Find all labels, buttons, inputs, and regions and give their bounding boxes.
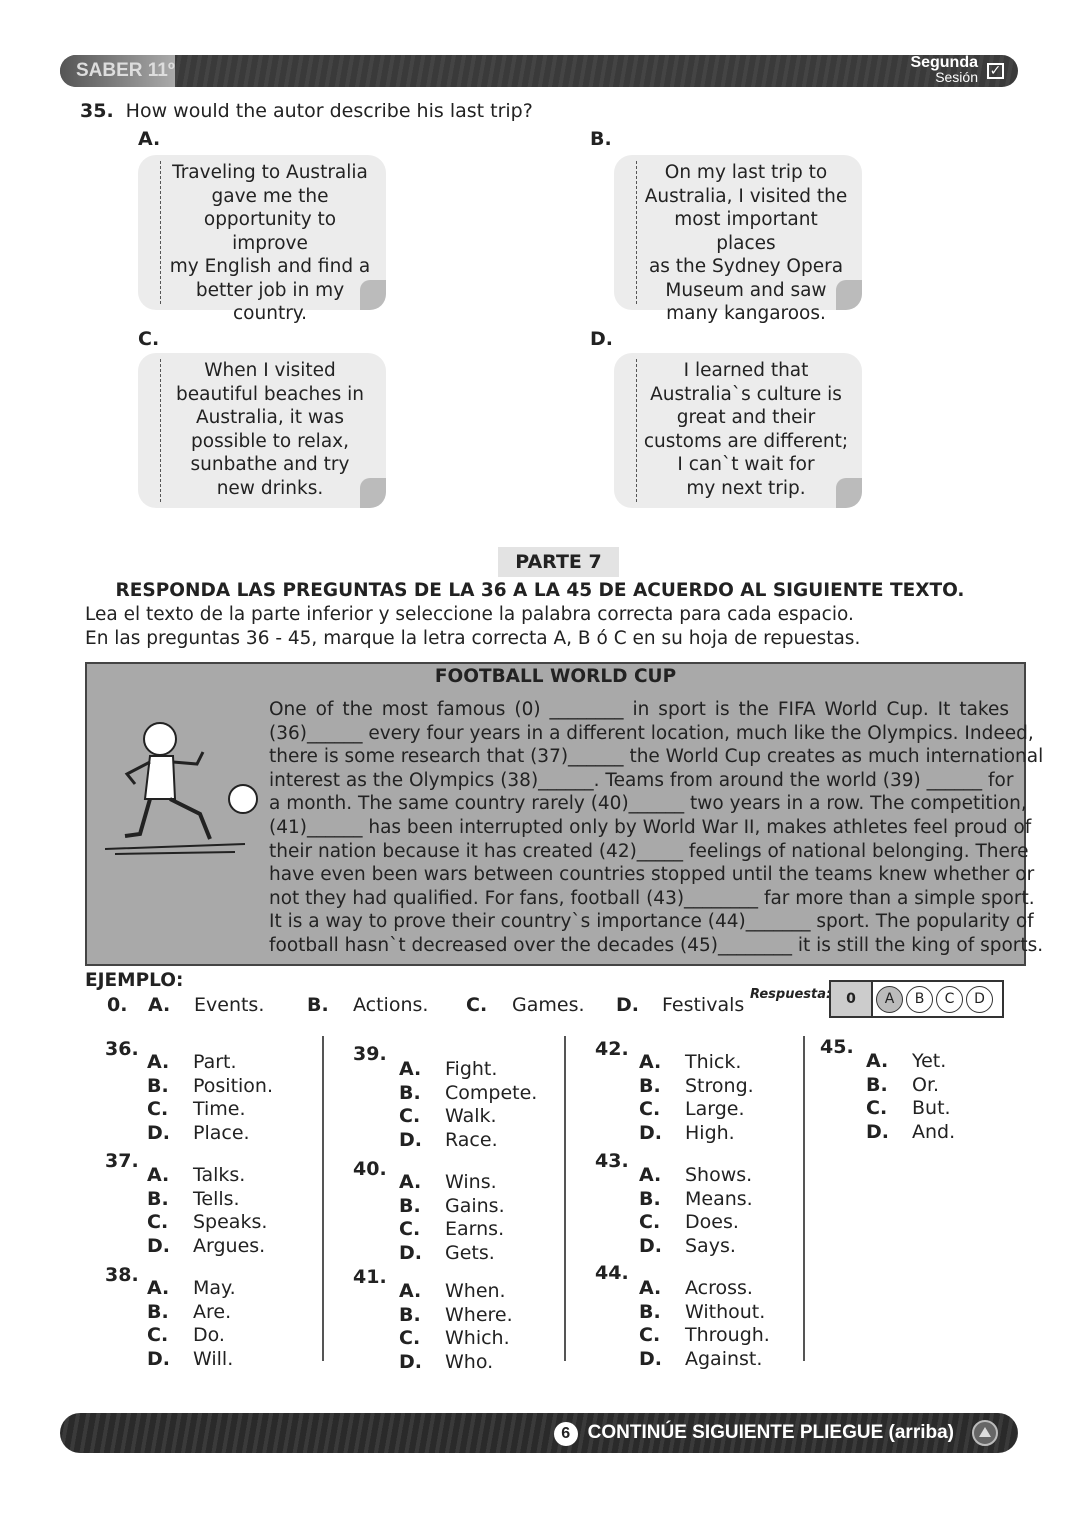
option-text: Gains.	[445, 1194, 505, 1217]
football-player-illustration	[105, 704, 265, 864]
answer-card	[138, 353, 386, 508]
example-option-letter: C.	[466, 994, 488, 1016]
passage-line: there is some research that (37)______ the World Cup creates as much international	[269, 746, 1044, 768]
answer-option	[147, 1301, 231, 1323]
option-text: But.	[912, 1097, 951, 1120]
passage-text	[269, 698, 1044, 958]
option-text: Gets.	[445, 1241, 495, 1264]
footer-bar	[60, 1413, 1018, 1453]
answer-option	[399, 1351, 493, 1373]
answer-option	[639, 1235, 736, 1257]
option-text: Part.	[193, 1051, 237, 1073]
answer-option	[639, 1188, 753, 1210]
answer-bubble-a: A	[876, 986, 903, 1013]
option-letter: C.	[147, 1211, 169, 1234]
answer-option	[399, 1327, 510, 1349]
option-letter: D.	[590, 328, 613, 350]
card-line: gave me the	[211, 185, 329, 207]
option-text: Shows.	[685, 1164, 753, 1186]
question-number: 36.	[105, 1038, 139, 1060]
example-option-letter: B.	[307, 994, 329, 1016]
option-letter: B.	[399, 1081, 421, 1104]
option-letter: D.	[399, 1128, 422, 1151]
option-text: Does.	[685, 1211, 739, 1234]
option-text: Argues.	[193, 1234, 266, 1257]
page-number: 6	[554, 1422, 578, 1446]
option-text: Are.	[193, 1300, 232, 1323]
option-letter: B.	[639, 1187, 661, 1210]
answer-option	[639, 1098, 745, 1120]
option-letter: A.	[866, 1050, 889, 1072]
instruction-line-1: Lea el texto de la parte inferior y seleccione la palabra correcta para cada espacio.	[85, 604, 854, 625]
option-text: Through.	[685, 1324, 770, 1347]
option-text: Means.	[685, 1187, 753, 1210]
example-option-letter: A.	[148, 994, 171, 1016]
question-text: How would the autor describe his last trip?	[125, 100, 533, 122]
answer-option	[639, 1122, 735, 1144]
option-text: Fight.	[445, 1058, 498, 1080]
example-option-text: Events.	[194, 994, 265, 1016]
answer-option	[399, 1105, 497, 1127]
answer-number: 0	[831, 982, 873, 1016]
option-letter: B.	[147, 1187, 169, 1210]
answer-option	[639, 1301, 765, 1323]
question-number: 41.	[353, 1266, 387, 1288]
question-number: 43.	[595, 1150, 629, 1172]
answer-option	[399, 1280, 506, 1302]
card-line: as the Sydney Opera	[648, 256, 844, 277]
column-divider	[803, 1036, 805, 1361]
option-text: Walk.	[445, 1105, 497, 1128]
answer-option	[399, 1082, 537, 1104]
answer-option	[147, 1098, 246, 1120]
option-text: Who.	[445, 1350, 494, 1373]
option-letter: B.	[147, 1074, 169, 1097]
answer-option	[639, 1164, 752, 1186]
option-letter: C.	[399, 1327, 421, 1350]
card-line: Australia, I visited the	[644, 185, 848, 207]
card-line: Australia, it was	[196, 407, 344, 428]
option-text: Thick.	[685, 1051, 742, 1073]
example-option-text: Festivals	[662, 994, 745, 1016]
card-line: On my last trip to	[664, 162, 828, 183]
answer-label: Respuesta:	[750, 987, 832, 1002]
answer-option	[639, 1211, 739, 1233]
option-letter: B.	[590, 128, 612, 150]
option-letter: A.	[639, 1164, 662, 1186]
option-text: Earns.	[445, 1218, 505, 1241]
reading-passage-box	[85, 662, 1044, 966]
option-letter: A.	[639, 1277, 662, 1299]
question-number: 38.	[105, 1264, 139, 1286]
card-line: I learned that	[683, 360, 809, 381]
instruction-line-2: En las preguntas 36 - 45, marque la letra correcta A, B ó C en su hoja de repuestas.	[85, 628, 861, 649]
option-letter: D.	[639, 1347, 662, 1370]
option-letter: B.	[399, 1194, 421, 1217]
option-letter: B.	[866, 1073, 888, 1096]
option-letter: B.	[147, 1300, 169, 1323]
session-label	[910, 56, 978, 85]
option-letter: C.	[147, 1324, 169, 1347]
answer-option	[399, 1195, 505, 1217]
up-arrow-icon	[972, 1420, 998, 1446]
passage-line: interest as the Olympics (38)______. Teams from around the world (39) ______ for	[269, 769, 1014, 791]
option-text: Wins.	[445, 1171, 497, 1193]
option-text: Speaks.	[193, 1211, 268, 1234]
card-line: my next trip.	[686, 477, 806, 499]
option-letter: D.	[639, 1234, 662, 1257]
header-bar	[60, 55, 1018, 87]
card-line: many kangaroos.	[666, 303, 826, 324]
option-text: Without.	[685, 1300, 766, 1323]
option-text: Time.	[193, 1098, 246, 1121]
example-label: EJEMPLO:	[85, 970, 184, 991]
card-line: Australia`s culture is	[650, 383, 842, 405]
answer-option	[866, 1121, 955, 1143]
answer-option	[399, 1171, 497, 1193]
answer-option	[866, 1050, 946, 1072]
example-option-text: Games.	[512, 994, 585, 1016]
page-fold-icon	[360, 280, 386, 310]
answer-option	[866, 1074, 939, 1096]
page-fold-icon	[360, 478, 386, 508]
answer-option	[147, 1122, 250, 1144]
page-fold-icon	[836, 280, 862, 310]
answer-option	[147, 1051, 237, 1073]
option-text: May.	[193, 1277, 236, 1299]
card-line: sunbathe and try	[190, 454, 350, 475]
passage-line: have even been wars between countries stopped until the teams knew whether or	[269, 864, 1035, 886]
card-line: When I visited	[204, 360, 336, 381]
continue-text: CONTINÚE SIGUIENTE PLIEGUE (arriba)	[587, 1422, 954, 1443]
option-letter: C.	[639, 1098, 661, 1121]
example-option-text: Actions.	[353, 994, 429, 1016]
option-text: Large.	[685, 1098, 745, 1121]
answer-bubble-d: D	[966, 986, 993, 1013]
option-text: Will.	[193, 1347, 234, 1370]
passage-line: (41)______ has been interrupted only by World War II, makes athletes feel proud of	[269, 816, 1032, 838]
answer-option	[639, 1324, 770, 1346]
option-text: Tells.	[193, 1187, 240, 1210]
checkbox-icon: ✓	[987, 63, 1004, 79]
card-line: better job in my	[195, 279, 345, 301]
card-line: possible to relax,	[191, 430, 349, 452]
option-letter: D.	[639, 1121, 662, 1144]
passage-line: their nation because it has created (42)_____ feelings of national belonging. There	[269, 840, 1029, 862]
card-line: most important places	[674, 209, 818, 254]
answer-option	[147, 1235, 265, 1257]
answer-option	[399, 1129, 498, 1151]
answer-option	[399, 1218, 504, 1240]
question-number: 39.	[353, 1043, 387, 1065]
answer-option	[639, 1051, 741, 1073]
passage-line: not they had qualified. For fans, football (43)________ far more than a simple sport.	[269, 887, 1035, 909]
option-text: When.	[445, 1280, 506, 1302]
option-letter: D.	[866, 1120, 889, 1143]
option-letter: C.	[639, 1324, 661, 1347]
option-text: Against.	[685, 1347, 763, 1370]
option-text: High.	[685, 1121, 735, 1144]
answer-card	[614, 353, 862, 508]
question-number: 35.	[80, 100, 114, 122]
option-text: Where.	[445, 1303, 513, 1326]
option-letter: A.	[399, 1171, 422, 1193]
question-number: 44.	[595, 1262, 629, 1284]
question-number: 45.	[820, 1036, 854, 1058]
question-35	[80, 100, 533, 122]
card-line: opportunity to improve	[203, 209, 337, 254]
answer-option	[639, 1075, 754, 1097]
answer-option	[147, 1075, 273, 1097]
option-text: And.	[912, 1120, 956, 1143]
option-letter: A.	[639, 1051, 662, 1073]
answer-option	[399, 1304, 513, 1326]
option-text: Compete.	[445, 1081, 538, 1104]
card-line: new drinks.	[216, 477, 324, 499]
column-divider	[564, 1036, 566, 1361]
answer-card	[138, 155, 386, 324]
option-letter: B.	[639, 1074, 661, 1097]
option-text: Race.	[445, 1128, 498, 1151]
answer-option	[639, 1277, 753, 1299]
column-divider	[322, 1036, 324, 1361]
card-line: country.	[233, 303, 307, 324]
option-letter: A.	[147, 1051, 170, 1073]
passage-line: One of the most famous (0) ________ in sport is the FIFA World Cup. It takes	[269, 699, 1009, 720]
passage-line: a month. The same country rarely (40)______ two years in a row. The competition,	[269, 793, 1027, 815]
answer-option	[147, 1188, 240, 1210]
passage-line: It is a way to prove their country`s importance (44)_______ sport. The popularity of	[269, 911, 1034, 933]
card-line: Museum and saw	[665, 279, 827, 301]
example-number: 0.	[107, 994, 128, 1016]
option-letter: A.	[147, 1164, 170, 1186]
answer-bubble-b: B	[906, 986, 933, 1013]
option-text: Place.	[193, 1121, 250, 1144]
option-letter: C.	[399, 1218, 421, 1241]
option-text: Says.	[685, 1234, 736, 1257]
option-letter: D.	[399, 1350, 422, 1373]
card-line: great and their	[676, 407, 816, 428]
option-text: Across.	[685, 1277, 753, 1299]
card-line: I can`t wait for	[677, 454, 815, 475]
option-letter: A.	[138, 128, 161, 150]
answer-card	[614, 155, 862, 324]
section-title: PARTE 7	[498, 547, 619, 577]
answer-option	[147, 1348, 233, 1370]
answer-option	[399, 1058, 497, 1080]
answer-option	[399, 1242, 495, 1264]
option-text: Which.	[445, 1327, 510, 1350]
answer-option	[866, 1097, 951, 1119]
option-text: Talks.	[193, 1164, 246, 1186]
option-letter: A.	[399, 1280, 422, 1302]
option-text: Strong.	[685, 1074, 754, 1097]
passage-line: football hasn`t decreased over the decades (45)________ it is still the king of sports.	[269, 934, 1044, 956]
session-top: Segunda	[910, 55, 978, 71]
card-line: customs are different;	[643, 430, 849, 452]
passage-line: (36)______ every four years in a different location, much like the Olympics. Indeed,	[269, 722, 1034, 744]
option-letter: D.	[399, 1241, 422, 1264]
answer-bubble-c: C	[936, 986, 963, 1013]
answer-sheet-example	[829, 980, 1004, 1018]
answer-option	[147, 1324, 225, 1346]
exam-title: SABER 11º	[60, 55, 175, 87]
option-letter: A.	[399, 1058, 422, 1080]
card-line: my English and find a	[169, 256, 371, 277]
option-letter: C.	[399, 1105, 421, 1128]
option-letter: C.	[639, 1211, 661, 1234]
passage-title: FOOTBALL WORLD CUP	[434, 666, 677, 687]
option-letter: C.	[147, 1098, 169, 1121]
card-line: beautiful beaches in	[176, 383, 364, 405]
option-text: Or.	[912, 1073, 940, 1096]
option-text: Yet.	[912, 1050, 947, 1072]
answer-option	[147, 1211, 267, 1233]
answer-option	[147, 1277, 236, 1299]
option-letter: D.	[147, 1121, 170, 1144]
option-text: Do.	[193, 1324, 225, 1347]
answer-option	[639, 1348, 762, 1370]
option-letter: C.	[866, 1097, 888, 1120]
option-letter: B.	[399, 1303, 421, 1326]
option-text: Position.	[193, 1074, 274, 1097]
question-number: 40.	[353, 1158, 387, 1180]
answer-option	[147, 1164, 245, 1186]
session-bottom: Sesión	[935, 69, 978, 85]
option-letter: D.	[147, 1347, 170, 1370]
section-instruction: RESPONDA LAS PREGUNTAS DE LA 36 A LA 45 DE ACUERDO AL SIGUIENTE TEXTO.	[115, 580, 965, 601]
option-letter: C.	[138, 328, 160, 350]
option-letter: D.	[147, 1234, 170, 1257]
question-number: 37.	[105, 1150, 139, 1172]
example-option-letter: D.	[616, 994, 639, 1016]
option-letter: B.	[639, 1300, 661, 1323]
page-fold-icon	[836, 478, 862, 508]
question-number: 42.	[595, 1038, 629, 1060]
card-line: Traveling to Australia	[172, 162, 368, 183]
option-letter: A.	[147, 1277, 170, 1299]
